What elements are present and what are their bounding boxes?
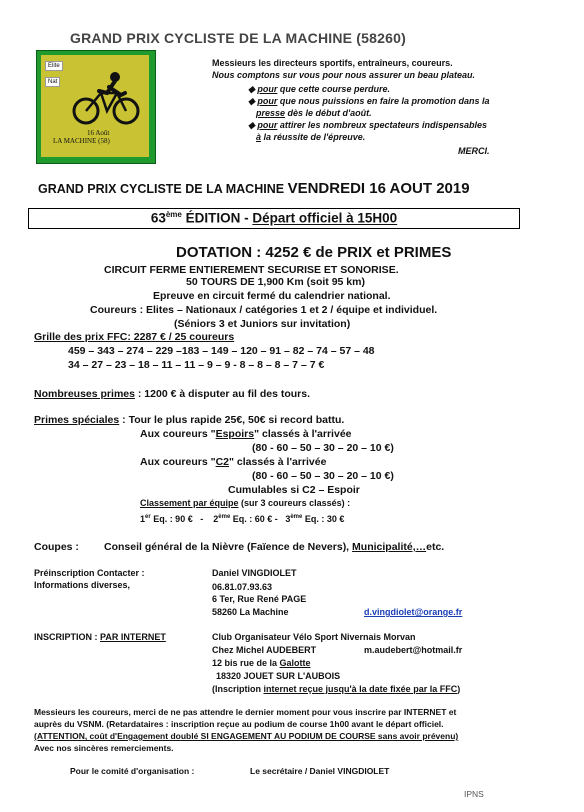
intro-line-2: Nous comptons sur vous pour nous assurer un beau plateau. <box>212 70 476 80</box>
footer-line-4: Avec nos sincères remerciements. <box>34 743 174 753</box>
primes-cumulables: Cumulables si C2 – Espoir <box>228 484 360 496</box>
footer-line-3: (ATTENTION, coût d'Engagement doublé SI ENGAGEMENT AU PODIUM DE COURSE sans avoir prévenu) <box>34 731 459 741</box>
intro-line-1: Messieurs les directeurs sportifs, entraîneurs, coureurs. <box>212 58 453 68</box>
contact-name: Daniel VINGDIOLET <box>212 568 297 578</box>
primes-nombreuses <box>34 388 310 400</box>
edition-box <box>28 208 520 229</box>
bullet-3-cont <box>256 132 365 143</box>
bullet-2 <box>248 96 489 107</box>
primes-c2-word: C2 <box>215 456 230 468</box>
primes-c2-pre: Aux coureurs " <box>140 456 216 468</box>
grille-label: Grille des prix FFC: 2287 € / 25 coureurs <box>34 331 235 343</box>
footer-line-2: auprès du VSNM. (Retardataires : inscription reçue au podium de course 1h00 avant le départ officiel. <box>34 719 444 729</box>
primes-nombreuses-label: Nombreuses primes <box>34 388 135 400</box>
primes-speciales-label: Primes spéciales <box>34 414 120 426</box>
depart-time: Départ officiel à 15H00 <box>252 210 398 226</box>
merci-text: MERCI. <box>458 146 490 156</box>
eq2-number: 2 <box>213 514 219 524</box>
primes-speciales-text: : Tour le plus rapide 25€, 50€ si record battu. <box>119 414 345 426</box>
bullet-3 <box>248 120 487 131</box>
coupes-municipalite: Municipalité,… <box>352 541 427 553</box>
dotation-tours: 50 TOURS DE 1,900 Km (soit 95 km) <box>186 276 365 288</box>
logo-tag-elite: Elite <box>45 61 63 71</box>
inscription-address-word: Galotte <box>279 658 311 668</box>
logo-date: 16 Août <box>87 129 110 137</box>
primes-espoirs-values: (80 - 60 – 50 – 30 – 20 – 10 €) <box>252 442 394 454</box>
contact-city: 58260 La Machine <box>212 607 289 617</box>
primes-espoirs-post: " classés à l'arrivée <box>254 428 352 440</box>
primes-nombreuses-text: : 1200 € à disputer au fil des tours. <box>134 388 311 400</box>
inscription-note-pre: (Inscription <box>212 684 264 694</box>
dotation-coureurs: Coureurs : Elites – Nationaux / catégories 1 et 2 / équipe et individuel. <box>90 304 438 316</box>
grille-row-2: 34 – 27 – 23 – 18 – 11 – 11 – 9 – 9 - 8 – 8 – 8 – 7 – 7 € <box>68 359 325 371</box>
classement-equipe <box>140 498 350 509</box>
contact-phone: 06.81.07.93.63 <box>212 582 273 592</box>
footer-line-1: Messieurs les coureurs, merci de ne pas attendre le dernier moment pour vous inscrire par INTERNET et <box>34 707 457 717</box>
preinscription-label: Préinscription Contacter : <box>34 568 145 578</box>
inscription-note-post: ) <box>457 684 461 694</box>
diamond-bullet-icon: ◆ <box>248 120 258 130</box>
bullet-2-text: que nous puissions en faire la promotion dans la <box>277 96 490 106</box>
eq1-suffix: er <box>145 514 151 520</box>
event-headline <box>38 180 470 197</box>
edition-suffix: ème <box>165 210 182 219</box>
eq1-value: Eq. : 90 € <box>150 514 193 524</box>
dotation-circuit: CIRCUIT FERME ENTIEREMENT SECURISE ET SONORISE. <box>104 264 399 276</box>
bullet-1-text: que cette course perdure. <box>277 84 390 94</box>
inscription-city: 18320 JOUET SUR L'AUBOIS <box>216 671 341 681</box>
coupes-conseil: Conseil général de la Nièvre (Faïence de Nevers), <box>104 541 353 553</box>
inscription-address-pre: 12 bis rue de la <box>212 658 280 668</box>
cyclist-icon <box>71 69 141 127</box>
signature-right: Le secrétaire / Daniel VINGDIOLET <box>250 766 390 776</box>
logo-panel <box>41 55 149 157</box>
primes-speciales <box>34 414 344 426</box>
page-title: GRAND PRIX CYCLISTE DE LA MACHINE (58260) <box>70 30 406 46</box>
classement-equipe-values <box>140 512 344 525</box>
edition-number: 63 <box>150 210 166 226</box>
bullet-2-cont-word: presse <box>256 108 286 118</box>
signature-left: Pour le comité d'organisation : <box>70 766 195 776</box>
inscription-chez: Chez Michel AUDEBERT <box>212 645 317 655</box>
inscription-note-link[interactable]: internet reçue jusqu'à la date fixée par la FFC <box>263 684 458 694</box>
bullet-3-cont-text: la réussite de l'épreuve. <box>261 132 366 142</box>
informations-label: Informations diverses, <box>34 580 131 590</box>
edition-word: ÉDITION - <box>181 210 253 226</box>
inscription-internet-link[interactable]: PAR INTERNET <box>100 632 166 642</box>
bullet-3-text: attirer les nombreux spectateurs indispensables <box>277 120 487 130</box>
bullet-3-cont-word: à <box>256 132 262 142</box>
coupes-etc: etc. <box>426 541 445 553</box>
eq3-number: 3 <box>285 514 291 524</box>
dotation-invitation: (Séniors 3 et Juniors sur invitation) <box>174 318 351 330</box>
eq3-value: Eq. : 30 € <box>302 514 345 524</box>
primes-c2-post: " classés à l'arrivée <box>229 456 327 468</box>
grille-row-1: 459 – 343 – 274 – 229 –183 – 149 – 120 – 91 – 82 – 74 – 57 – 48 <box>68 345 375 357</box>
contact-email-link[interactable]: d.vingdiolet@orange.fr <box>364 607 463 617</box>
contact-street: 6 Ter, Rue René PAGE <box>212 594 307 604</box>
primes-espoirs-word: Espoirs <box>215 428 255 440</box>
bullet-3-word: pour <box>257 120 278 130</box>
event-name: GRAND PRIX CYCLISTE DE LA MACHINE <box>38 182 288 196</box>
eq-dash: - <box>200 514 204 524</box>
diamond-bullet-icon: ◆ <box>248 84 258 94</box>
bullet-2-cont <box>256 108 372 119</box>
bullet-2-word: pour <box>257 96 278 106</box>
coupes-text <box>104 541 444 553</box>
bullet-2-cont-text: dès le début d'août. <box>285 108 372 118</box>
logo-tag-nat: Nat <box>45 77 60 87</box>
dotation-epreuve: Epreuve en circuit fermé du calendrier national. <box>153 290 391 302</box>
diamond-bullet-icon: ◆ <box>248 96 258 106</box>
primes-c2-values: (80 - 60 – 50 – 30 – 20 – 10 €) <box>252 470 394 482</box>
primes-c2 <box>140 456 326 468</box>
eq2-suffix: ème <box>218 514 231 520</box>
bullet-1 <box>248 84 390 95</box>
primes-espoirs-pre: Aux coureurs " <box>140 428 216 440</box>
logo-town: LA MACHINE (58) <box>53 137 110 145</box>
classement-equipe-text: (sur 3 coureurs classés) : <box>238 498 351 508</box>
event-date: VENDREDI 16 AOUT 2019 <box>287 180 470 197</box>
edition-line <box>29 210 519 226</box>
bullet-1-word: pour <box>257 84 278 94</box>
inscription-label-text: INSCRIPTION : <box>34 632 101 642</box>
inscription-club: Club Organisateur Vélo Sport Nivernais Morvan <box>212 632 416 642</box>
eq2-value: Eq. : 60 € - <box>230 514 278 524</box>
eq3-suffix: ème <box>290 514 303 520</box>
coupes-label: Coupes : <box>34 541 79 553</box>
event-logo <box>36 50 156 164</box>
inscription-note <box>212 684 460 695</box>
inscription-label <box>34 632 166 643</box>
inscription-address <box>212 658 311 669</box>
primes-espoirs <box>140 428 352 440</box>
eq1-number: 1 <box>140 514 146 524</box>
dotation-title: DOTATION : 4252 € de PRIX et PRIMES <box>176 244 452 261</box>
ipns-mark: IPNS <box>464 789 484 799</box>
classement-equipe-label: Classement par équipe <box>140 498 239 508</box>
inscription-email[interactable]: m.audebert@hotmail.fr <box>364 645 463 655</box>
